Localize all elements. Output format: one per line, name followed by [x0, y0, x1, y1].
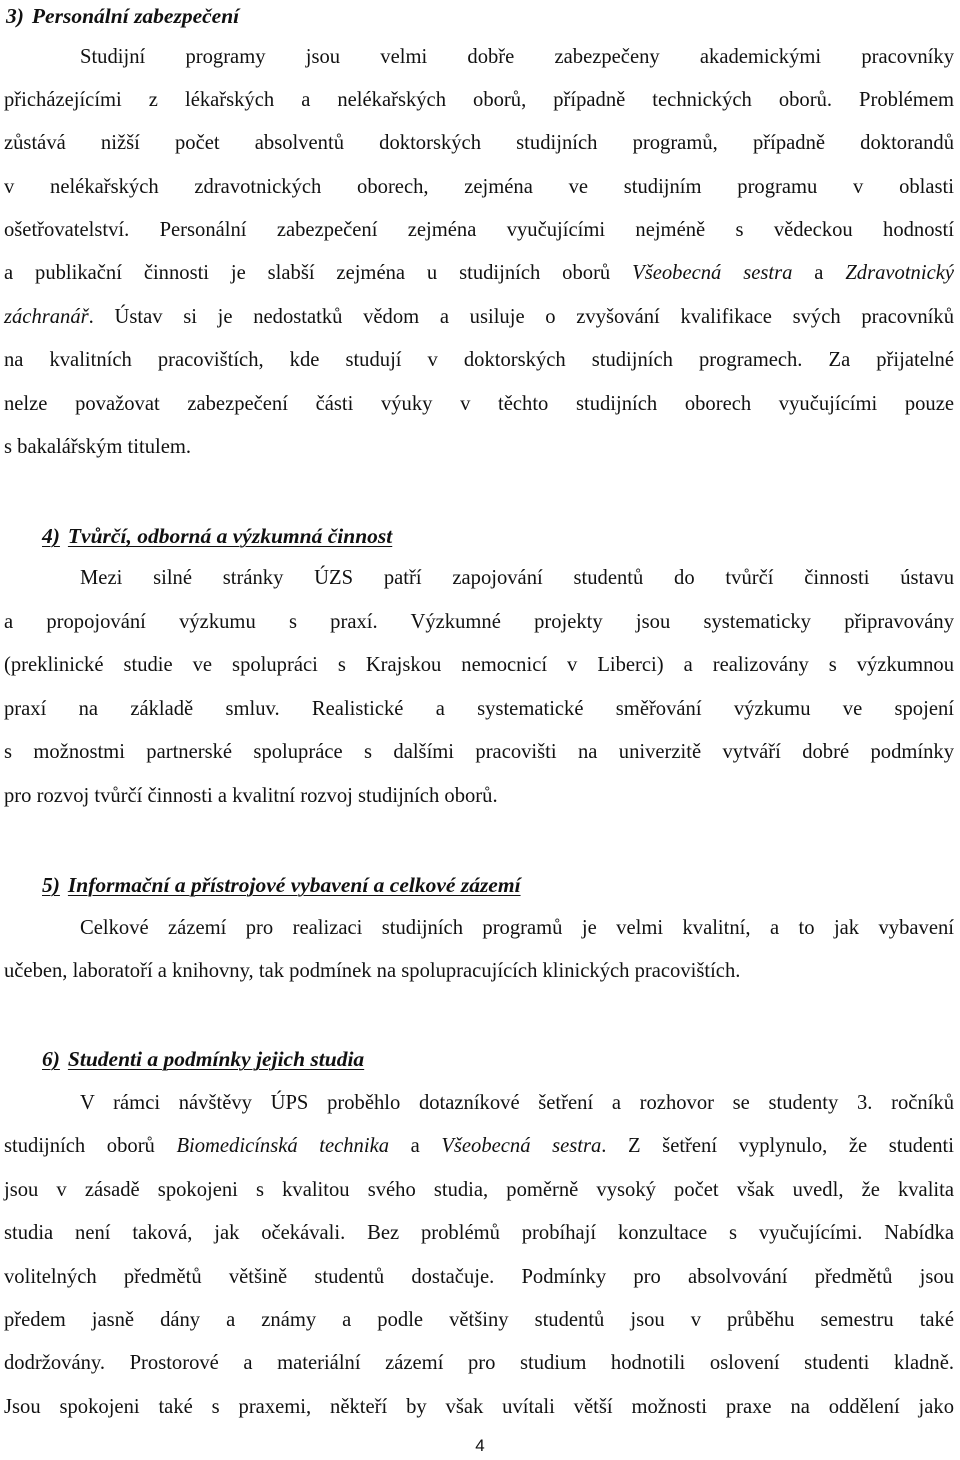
section-3-number: 3) [6, 4, 24, 28]
paragraph-line [4, 1133, 954, 1159]
section-5-number: 5) [42, 873, 60, 897]
section-6-heading [42, 1045, 960, 1073]
section-4-number: 4) [42, 524, 60, 548]
paragraph-line [4, 304, 954, 330]
paragraph-line: studia není taková, jak očekávali. Bez problémů probíhají konzultace s vyučujícími. Nabídka [4, 1222, 954, 1244]
paragraph-line: dodržovány. Prostorové a materiální zázemí pro studium hodnotili oslovení studenti kladně. [4, 1352, 954, 1374]
paragraph-line: ošetřovatelství. Personální zabezpečení zejména vyučujícími nejméně s vědeckou hodností [4, 219, 954, 241]
paragraph-line: s možnostmi partnerské spolupráce s dalšími pracovišti na univerzitě vytváří dobré podmínky [4, 741, 954, 763]
section-6-number: 6) [42, 1047, 60, 1071]
paragraph-line: nelze považovat zabezpečení části výuky v těchto studijních oborech vyučujícími pouze [4, 393, 954, 415]
paragraph-line: Mezi silné stránky ÚZS patří zapojování studentů do tvůrčí činnosti ústavu [80, 567, 954, 589]
paragraph-line: Studijní programy jsou velmi dobře zabezpečeny akademickými pracovníky [80, 46, 954, 68]
emphasis-text: Všeobecná sestra [441, 1135, 602, 1157]
paragraph-line: a propojování výzkumu s praxí. Výzkumné projekty jsou systematicky připravovány [4, 611, 954, 633]
paragraph-line: zůstává nižší počet absolventů doktorských studijních programů, případně doktorandů [4, 132, 954, 154]
paragraph-line: jsou v zásadě spokojeni s kvalitou svého studia, poměrně vysoký počet však uvedl, že kvalita [4, 1179, 954, 1201]
text-run: a [410, 1135, 420, 1157]
section-4-heading [42, 522, 960, 550]
text-run: a publikační činnosti je slabší zejména u studijních oborů [4, 262, 611, 284]
section-3-heading [6, 2, 960, 30]
section-3-title: Personální zabezpečení [31, 4, 240, 28]
paragraph-line: volitelných předmětů většině studentů dostačuje. Podmínky pro absolvování předmětů jsou [4, 1266, 954, 1288]
paragraph-line: Celkové zázemí pro realizaci studijních programů je velmi kvalitní, a to jak vybavení [80, 917, 954, 939]
paragraph-line: předem jasně dány a známy a podle většiny studentů jsou v průběhu semestru také [4, 1309, 954, 1331]
paragraph-line: s bakalářským titulem. [4, 436, 192, 458]
text-run: . Ústav si je nedostatků vědom a usiluje o zvyšování kvalifikace svých pracovníků [88, 306, 954, 328]
section-4-title: Tvůrčí, odborná a výzkumná činnost [67, 524, 393, 548]
paragraph-line: pro rozvoj tvůrčí činnosti a kvalitní rozvoj studijních oborů. [4, 785, 498, 807]
paragraph-line: (preklinické studie ve spolupráci s Krajskou nemocnicí v Liberci) a realizovány s výzkumnou [4, 654, 954, 676]
text-run: studijních oborů [4, 1135, 155, 1157]
paragraph-line [4, 260, 954, 286]
page-number: 4 [475, 1436, 485, 1455]
paragraph-line: na kvalitních pracovištích, kde studují v doktorských studijních programech. Za přijatelné [4, 349, 954, 371]
paragraph-line: přicházejícími z lékařských a nelékařských oborů, případně technických oborů. Problémem [4, 89, 954, 111]
paragraph-line: učeben, laboratoří a knihovny, tak podmínek na spolupracujících klinických pracovištích. [4, 960, 741, 982]
paragraph-line: v nelékařských zdravotnických oborech, zejména ve studijním programu v oblasti [4, 176, 954, 198]
emphasis-text: Všeobecná sestra [632, 262, 793, 284]
section-6-title: Studenti a podmínky jejich studia [67, 1047, 365, 1071]
emphasis-text: Biomedicínská technika [176, 1135, 390, 1157]
section-5-title: Informační a přístrojové vybavení a celkové zázemí [67, 873, 521, 897]
paragraph-line: praxí na základě smluv. Realistické a systematické směřování výzkumu ve spojení [4, 698, 954, 720]
paragraph-line: Jsou spokojeni také s praxemi, někteří by však uvítali větší možnosti praxe na oddělení jako [4, 1396, 954, 1418]
paragraph-line: V rámci návštěvy ÚPS proběhlo dotazníkové šetření a rozhovor se studenty 3. ročníků [80, 1092, 954, 1114]
emphasis-text: záchranář [4, 306, 89, 328]
emphasis-text: Zdravotnický [845, 262, 954, 284]
text-run: . Z šetření vyplynulo, že studenti [601, 1135, 954, 1157]
text-run: a [814, 262, 824, 284]
section-5-heading [42, 871, 960, 899]
